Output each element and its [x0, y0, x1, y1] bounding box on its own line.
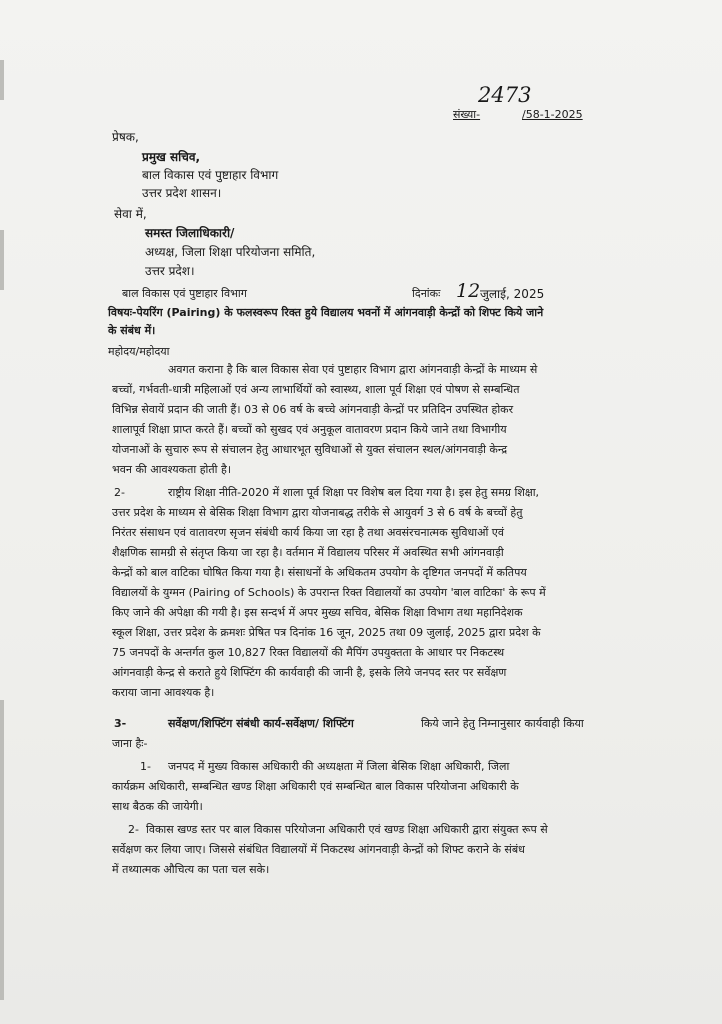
- paragraph-line: आंगनवाड़ी केन्द्र से कराते हुये शिफ्टिंग की कार्यवाही की जानी है, इसके लिये जनपद स्तर पर सर्वेक्षण: [112, 666, 507, 679]
- paragraph-line: भवन की आवश्यकता होती है।: [112, 463, 232, 476]
- paragraph-line: केन्द्रों को बाल वाटिका घोषित किया गया है। संसाधनों के अधिकतम उपयोग के दृष्टिगत जनपदों में कतिपय: [112, 566, 527, 579]
- item-line: जनपद में मुख्य विकास अधिकारी की अध्यक्षता में जिला बेसिक शिक्षा अधिकारी, जिला: [168, 760, 510, 773]
- recipient-label: सेवा में,: [114, 207, 147, 221]
- paragraph-line: 75 जनपदों के अन्तर्गत कुल 10,827 रिक्त विद्यालयों की मैपिंग उपयुक्तता के आधार पर निकटस्थ: [112, 646, 505, 659]
- item-line: साथ बैठक की जायेगी।: [112, 800, 203, 813]
- item-number: 1-: [140, 760, 151, 773]
- paragraph-number: 2-: [114, 486, 125, 499]
- item-line: सर्वेक्षण कर लिया जाए। जिससे संबंधित विद्यालयों में निकटस्थ आंगनवाड़ी केन्द्रों को शिफ्ट कराने के संबंध: [112, 843, 525, 856]
- paragraph-line: कराया जाना आवश्यक है।: [112, 686, 215, 699]
- salutation: महोदय/महोदया: [108, 345, 170, 358]
- item-line: कार्यक्रम अधिकारी, सम्बन्धित खण्ड शिक्षा अधिकारी एवं सम्बन्धित बाल विकास परियोजना अधिकारी के: [112, 780, 519, 793]
- dateline-department: बाल विकास एवं पुष्टाहार विभाग: [122, 287, 247, 300]
- paragraph-line: शैक्षणिक सामग्री से संतृप्त किया जा रहा है। वर्तमान में विद्यालय परिसर में अवस्थित सभी आंगनवाड़ी: [112, 546, 504, 559]
- paragraph-line: अवगत कराना है कि बाल विकास सेवा एवं पुष्टाहार विभाग द्वारा आंगनवाड़ी केन्द्रों के माध्यम से: [168, 363, 538, 376]
- paragraph-line: उत्तर प्रदेश के माध्यम से बेसिक शिक्षा विभाग द्वारा योजनाबद्ध तरीके से आयुवर्ग 3 से 6 वर्ष के बच्चों हेतु: [112, 506, 523, 519]
- item-number: 2-: [128, 823, 139, 836]
- date-day-handwritten: 12: [456, 280, 481, 302]
- reference-number-handwritten: 2473: [478, 83, 532, 107]
- sender-label: प्रेषक,: [112, 130, 139, 144]
- recipient-committee: अध्यक्ष, जिला शिक्षा परियोजना समिति,: [145, 245, 316, 259]
- paragraph-line: बच्चों, गर्भवती-धात्री महिलाओं एवं अन्य लाभार्थियों को स्वास्थ्य, शाला पूर्व शिक्षा एवं पोषण से सम्बन्धित: [112, 383, 520, 396]
- reference-suffix: /58-1-2025: [522, 108, 583, 121]
- paragraph-line: किए जाने की अपेक्षा की गयी है। इस सन्दर्भ में अपर मुख्य सचिव, बेसिक शिक्षा विभाग तथा महानिदेशक: [112, 606, 523, 619]
- date-label: दिनांकः: [412, 287, 441, 300]
- sender-department: बाल विकास एवं पुष्टाहार विभाग: [142, 168, 279, 182]
- date-month-year: जुलाई, 2025: [480, 287, 545, 301]
- recipient-designation: समस्त जिलाधिकारी/: [145, 226, 235, 240]
- scan-edge-mark: [0, 60, 4, 100]
- section-heading: सर्वेक्षण/शिफ्टिंग संबंधी कार्य-सर्वेक्षण/ शिफ्टिंग: [168, 717, 354, 730]
- item-line: में तथ्यात्मक औचित्य का पता चल सके।: [112, 863, 270, 876]
- sender-government: उत्तर प्रदेश शासन।: [142, 186, 222, 200]
- section-number: 3-: [114, 717, 127, 730]
- recipient-state: उत्तर प्रदेश।: [145, 264, 195, 278]
- paragraph-line: राष्ट्रीय शिक्षा नीति-2020 में शाला पूर्व शिक्षा पर विशेष बल दिया गया है। इस हेतु समग्र शिक्षा,: [168, 486, 540, 499]
- scan-edge-mark: [0, 700, 4, 1000]
- paragraph-line: विद्यालयों के युग्मन (Pairing of Schools) के उपरान्त रिक्त विद्यालयों का उपयोग 'बाल वाटिका' के रूप में: [112, 586, 546, 599]
- paragraph-line: शालापूर्व शिक्षा प्राप्त करते हैं। बच्चों को सुखद एवं अनुकूल वातावरण प्रदान किये जाने तथा विभागीय: [112, 423, 507, 436]
- subject-line-2: के संबंध में।: [108, 324, 156, 337]
- paragraph-line: निरंतर संसाधन एवं वातावरण सृजन संबंधी कार्य किया जा रहा है तथा अवसंरचनात्मक सुविधाओं एवं: [112, 526, 505, 539]
- subject-line-1: विषयः-पेयरिंग (Pairing) के फलस्वरूप रिक्त हुये विद्यालय भवनों में आंगनवाड़ी केन्द्रों को शिफ्ट किये जाने: [108, 306, 544, 319]
- sender-designation: प्रमुख सचिव,: [142, 150, 201, 164]
- reference-label: संख्या-: [453, 108, 481, 121]
- section-heading-rest: किये जाने हेतु निम्नानुसार कार्यवाही किया: [421, 717, 584, 730]
- section-line: जाना हैः-: [112, 737, 148, 750]
- paragraph-line: स्कूल शिक्षा, उत्तर प्रदेश के क्रमशः प्रेषित पत्र दिनांक 16 जून, 2025 तथा 09 जुलाई, 2025 द्वारा प्रदेश के: [112, 626, 541, 639]
- paragraph-line: विभिन्न सेवायें प्रदान की जाती हैं। 03 से 06 वर्ष के बच्चे आंगनवाड़ी केन्द्रों पर प्रतिदिन उपस्थित होकर: [112, 403, 514, 416]
- scan-edge-mark: [0, 230, 4, 290]
- item-line: विकास खण्ड स्तर पर बाल विकास परियोजना अधिकारी एवं खण्ड शिक्षा अधिकारी द्वारा संयुक्त रूप से: [146, 823, 548, 836]
- paragraph-line: योजनाओं के सुचारु रूप से संचालन हेतु आधारभूत सुविधाओं से युक्त संचालन स्थल/आंगनवाड़ी केन्द्र: [112, 443, 508, 456]
